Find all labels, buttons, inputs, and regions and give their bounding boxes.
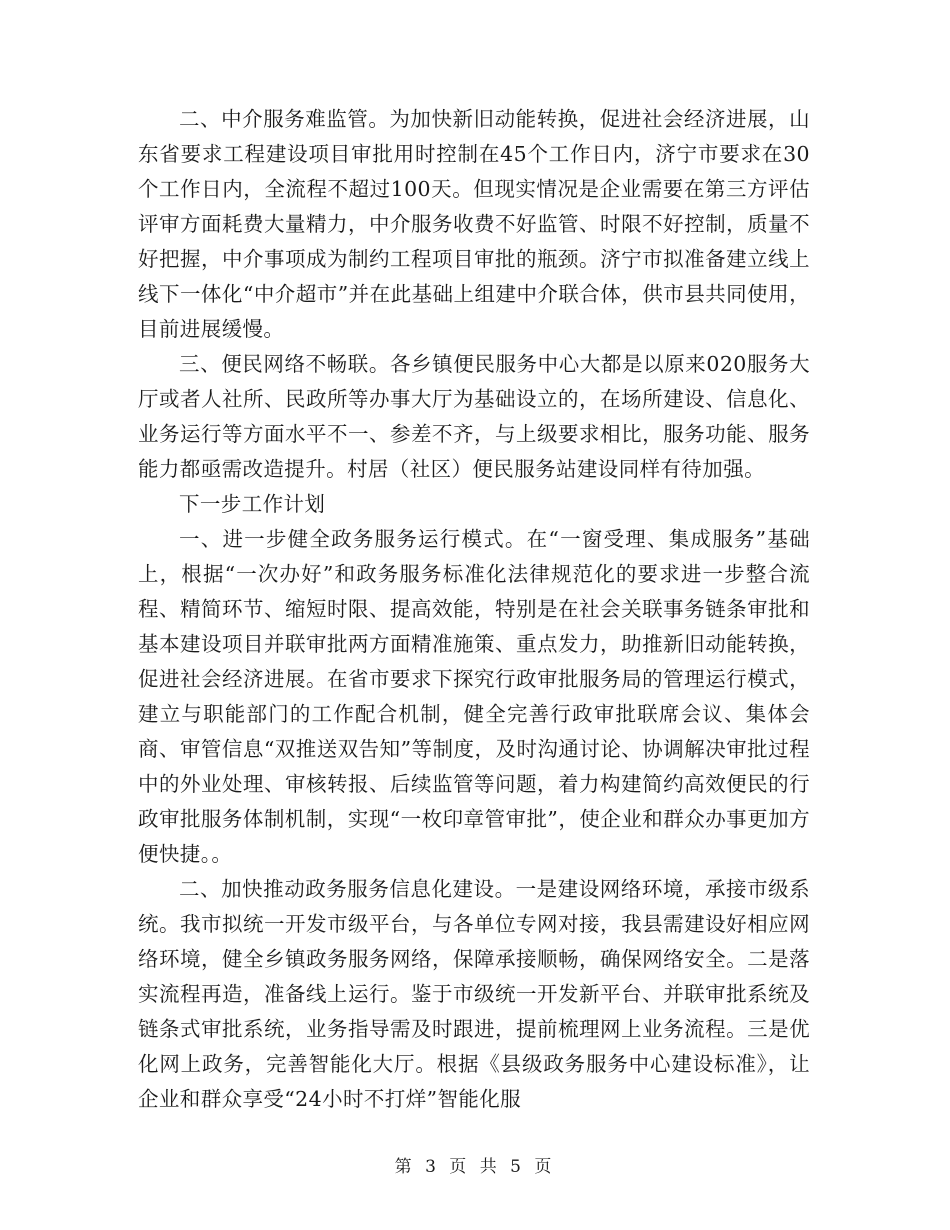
page-number-footer: 第 3 页 共 5 页 xyxy=(394,1157,556,1177)
section-heading-next-steps: 下一步工作计划 xyxy=(179,492,326,516)
paragraph-plan-operation-mode: 一、进一步健全政务服务运行模式。在“一窗受理、集成服务”基础上，根据“一次办好”和政务服务标准化法律规范化的要求进一步整合流程、精简环节、缩短时限、提高效能，特别是在社会关联事务链条审批和基本建设项目并联审批两方面精准施策、重点发力，助推新旧动能转换，促进社会经济进展。在省市要求下探究行政审批服务局的管理运行模式，建立与职能部门的工作配合机制，健全完善行政审批联席会议、集体会商、审管信息“双推送双告知”等制度，及时沟通讨论、协调解决审批过程中的外业处理、审核转报、后续监管等问题，着力构建简约高效便民的行政审批服务体制机制，实现“一枚印章管审批”，使企业和群众办事更加方便快捷。。 xyxy=(138,527,810,866)
document-body xyxy=(138,102,810,1117)
paragraph-plan-informatization: 二、加快推动政务服务信息化建设。一是建设网络环境，承接市级系统。我市拟统一开发市级平台，与各单位专网对接，我县需建设好相应网络环境，健全乡镇政务服务网络，保障承接顺畅，确保网络安全。二是落实流程再造，准备线上运行。鉴于市级统一开发新平台、并联审批系统及链条式审批系统，业务指导需及时跟进，提前梳理网上业务流程。三是优化网上政务，完善智能化大厅。根据《县级政务服务中心建设标准》，让企业和群众享受“24小时不打烊”智能化服 xyxy=(138,877,810,1111)
paragraph-intermediary-services: 二、中介服务难监管。为加快新旧动能转换，促进社会经济进展，山东省要求工程建设项目审批用时控制在45个工作日内，济宁市要求在30个工作日内，全流程不超过100天。但现实情况是企业需要在第三方评估评审方面耗费大量精力，中介服务收费不好监管、时限不好控制，质量不好把握，中介事项成为制约工程项目审批的瓶颈。济宁市拟准备建立线上线下一体化“中介超市”并在此基础上组建中介联合体，供市县共同使用，目前进展缓慢。 xyxy=(138,107,810,341)
paragraph-convenience-network: 三、便民网络不畅联。各乡镇便民服务中心大都是以原来020服务大厅或者人社所、民政所等办事大厅为基础设立的，在场所建设、信息化、业务运行等方面水平不一、参差不齐，与上级要求相比，服务功能、服务能力都亟需改造提升。村居（社区）便民服务站建设同样有待加强。 xyxy=(138,352,810,481)
